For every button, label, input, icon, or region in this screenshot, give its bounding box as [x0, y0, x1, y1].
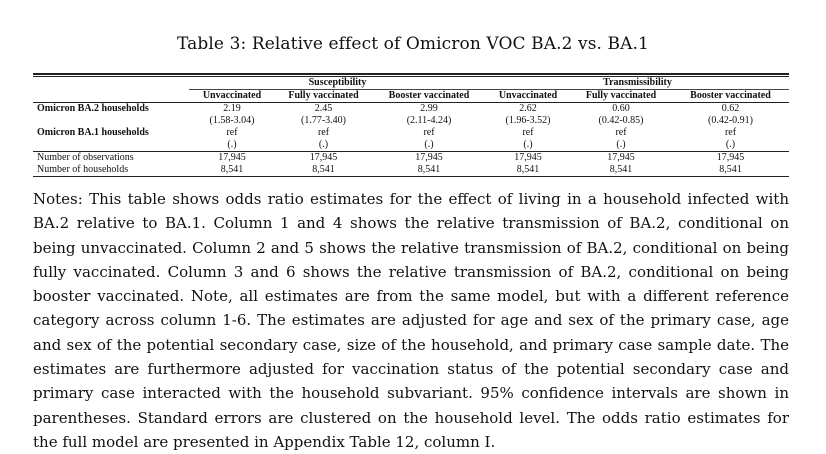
stat-cell: 17,945 — [372, 152, 486, 165]
table-notes: Notes: This table shows odds ratio estimates for the effect of living in a household infected with BA.2 relative to BA.1. Column 1 and 4 shows the relative transmission of BA.2, conditional on being unvaccinated. Column 2 and 5 shows the relative transmission of BA.2, conditional on being fully vaccinated. Column 3 and 6 shows the relative transmission of BA.2, conditional on being booster vaccinated. Note, all estimates are from the same model, but with a different reference category across column 1-6. The estimates are adjusted for age and sex of the primary case, age and sex of the potential secondary case, size of the household, and primary case sample date. The estimates are furthermore adjusted for vaccination status of the potential secondary case and primary case interacted with the household subvariant. 95% confidence intervals are shown in parentheses. Standard errors are clustered on the household level. The odds ratio estimates for the full model are presented in Appendix Table 12, column I. — [33, 190, 789, 451]
ci-cell: (.) — [227, 139, 237, 150]
table-row — [33, 127, 789, 139]
estimate-cell: ref — [226, 127, 238, 138]
table-row — [33, 139, 789, 152]
table-caption: Table 3: Relative effect of Omicron VOC BA.2 vs. BA.1 — [177, 34, 649, 54]
estimate-cell: 2.62 — [519, 103, 537, 114]
ci-cell: (.) — [725, 139, 736, 150]
group-header-susceptibility: Susceptibility — [189, 77, 486, 90]
column-header: Fully vaccinated — [275, 90, 372, 103]
ci-cell: (1.58-3.04) — [209, 115, 255, 126]
estimate-cell: ref — [423, 127, 435, 138]
estimate-cell: ref — [615, 127, 627, 138]
stat-cell: 8,541 — [220, 164, 244, 175]
stat-cell: 8,541 — [312, 164, 335, 175]
estimate-cell: 2.45 — [314, 103, 333, 114]
estimate-cell: ref — [724, 127, 737, 138]
stat-cell: 17,945 — [486, 152, 570, 165]
row-label: Number of observations — [33, 152, 189, 165]
stats-row — [33, 164, 789, 177]
estimate-cell: 0.62 — [721, 103, 740, 114]
ci-cell: (2.11-4.24) — [406, 115, 452, 126]
row-label: Number of households — [37, 164, 129, 175]
estimate-cell: 2.19 — [223, 103, 241, 114]
group-header-transmissibility: Transmissibility — [486, 77, 789, 90]
table-row — [33, 103, 789, 116]
stats-row — [33, 152, 789, 165]
estimate-cell: 0.60 — [612, 103, 630, 114]
ci-cell: (1.77-3.40) — [301, 115, 346, 126]
ci-cell: (1.96-3.52) — [505, 115, 551, 126]
stat-cell: 17,945 — [672, 152, 789, 165]
table-row — [33, 115, 789, 127]
group-header-row — [33, 77, 789, 90]
ci-cell: (.) — [424, 139, 434, 150]
column-header-row — [33, 90, 789, 103]
stat-cell: 8,541 — [516, 164, 540, 175]
stat-cell: 8,541 — [417, 164, 441, 175]
ci-cell: (0.42-0.91) — [708, 115, 753, 126]
column-header: Booster vaccinated — [372, 90, 486, 103]
ci-cell: (.) — [523, 139, 533, 150]
stat-cell: 17,945 — [275, 152, 372, 165]
row-label: Omicron BA.1 households — [37, 127, 149, 138]
column-header: Unvaccinated — [486, 90, 570, 103]
stat-cell: 8,541 — [719, 164, 742, 175]
column-header: Fully vaccinated — [570, 90, 672, 103]
stat-cell: 17,945 — [570, 152, 672, 165]
column-header: Booster vaccinated — [672, 90, 789, 103]
estimate-cell: 2.99 — [420, 103, 438, 114]
results-table — [33, 73, 789, 177]
estimate-cell: ref — [522, 127, 534, 138]
ci-cell: (.) — [318, 139, 329, 150]
ci-cell: (0.42-0.85) — [598, 115, 644, 126]
estimate-cell: ref — [317, 127, 330, 138]
stat-cell: 17,945 — [189, 152, 275, 165]
row-label: Omicron BA.2 households — [37, 103, 149, 114]
column-header: Unvaccinated — [189, 90, 275, 103]
stat-cell: 8,541 — [609, 164, 633, 175]
table-top-rule — [33, 73, 789, 75]
ci-cell: (.) — [616, 139, 626, 150]
